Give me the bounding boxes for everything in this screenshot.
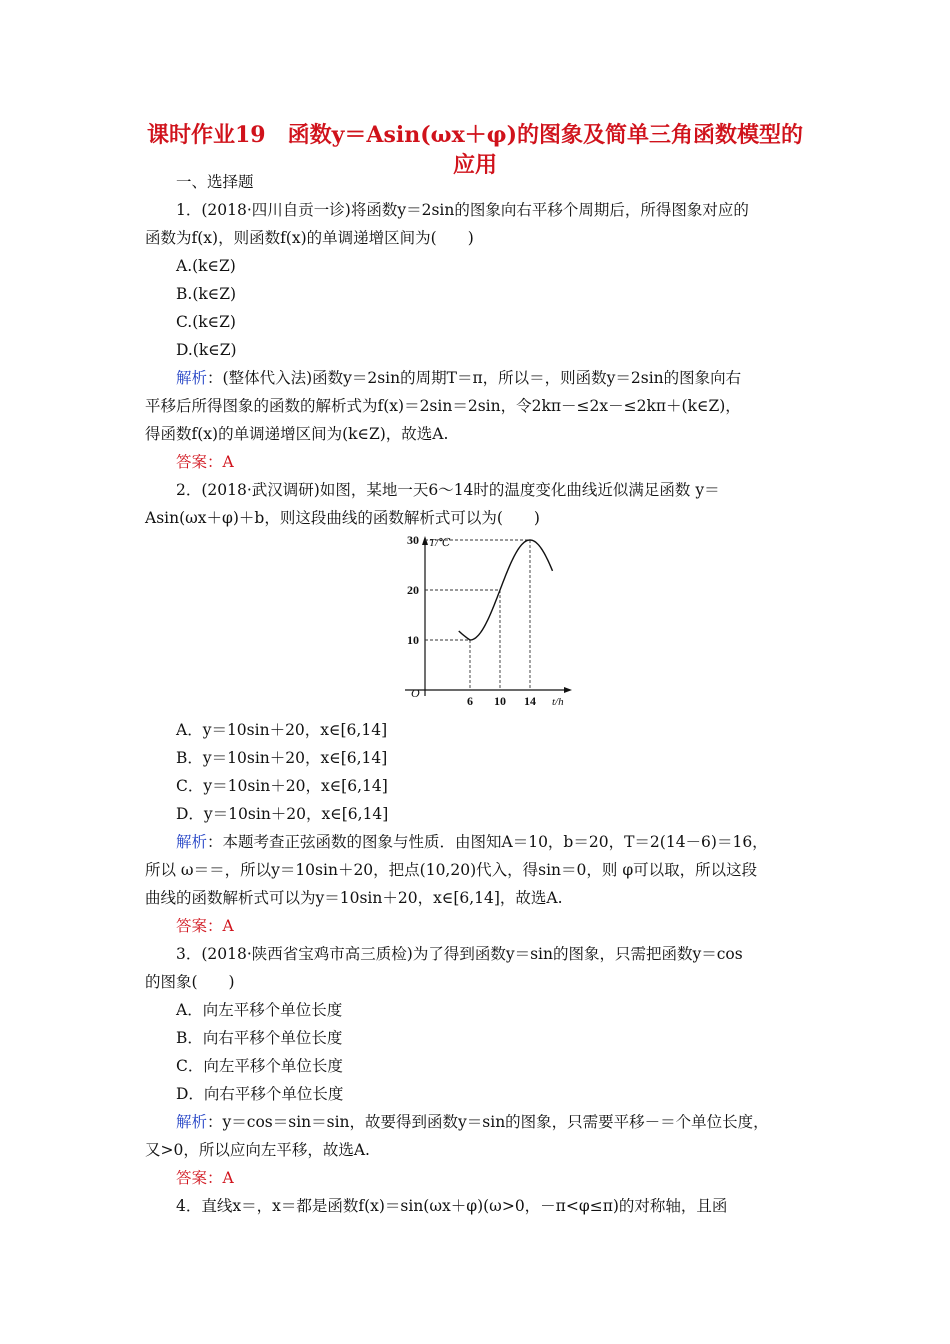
q1-option-b: B.(k∈Z) bbox=[176, 285, 237, 303]
title-line-1: 课时作业19 函数y＝Asin(ωx＋φ)的图象及简单三角函数模型的 bbox=[147, 122, 803, 148]
q1-option-c: C.(k∈Z) bbox=[176, 313, 236, 331]
q3-stem-line-2: 的图象( ) bbox=[145, 973, 235, 991]
q2-solution-line-1 bbox=[176, 832, 768, 852]
q1-stem-line-1: 1．(2018·四川自贡一诊)将函数y＝2sin的图象向右平移个周期后，所得图象对应的 bbox=[176, 201, 749, 219]
y-tick-label-20: 20 bbox=[407, 583, 419, 597]
x-tick-label-14: 14 bbox=[524, 694, 536, 708]
origin-label: O bbox=[411, 686, 420, 700]
y-tick-label-10: 10 bbox=[407, 633, 419, 647]
q1-stem-line-2: 函数为f(x)，则函数f(x)的单调递增区间为( ) bbox=[145, 229, 474, 247]
q2-solution-label: 解析 bbox=[176, 833, 208, 851]
q2-solution-line-2: 所以 ω＝＝，所以y＝10sin＋20，把点(10,20)代入，得sin＝0，则 φ可以取，所以这段 bbox=[145, 861, 758, 879]
q1-option-d: D.(k∈Z) bbox=[176, 341, 237, 359]
q3-solution-text-1: ：y＝cos＝sin＝sin，故要得到函数y＝sin的图象，只需要平移－＝个单位长度， bbox=[207, 1113, 769, 1131]
temperature-chart bbox=[395, 532, 595, 712]
q1-solution-label: 解析 bbox=[176, 369, 208, 387]
q2-solution-line-3: 曲线的函数解析式可以为y＝10sin＋20，x∈[6,14]，故选A. bbox=[145, 889, 563, 907]
q2-stem-line-2: Asin(ωx＋φ)＋b，则这段曲线的函数解析式可以为( ) bbox=[145, 509, 540, 527]
section-heading: 一、选择题 bbox=[176, 173, 254, 191]
x-tick-label-6: 6 bbox=[467, 694, 473, 708]
q3-answer: 答案：A bbox=[176, 1169, 234, 1187]
q3-stem-line-1: 3．(2018·陕西省宝鸡市高三质检)为了得到函数y＝sin的图象，只需把函数y＝cos bbox=[176, 945, 743, 963]
y-axis-arrow bbox=[422, 536, 428, 545]
q2-option-d: D．y＝10sin＋20，x∈[6,14] bbox=[176, 805, 389, 823]
q3-solution-line-1 bbox=[176, 1112, 769, 1132]
q1-solution-line-3: 得函数f(x)的单调递增区间为(k∈Z)，故选A. bbox=[145, 425, 449, 443]
q2-option-c: C．y＝10sin＋20，x∈[6,14] bbox=[176, 777, 388, 795]
document-title bbox=[120, 120, 830, 180]
y-tick-label-30: 30 bbox=[407, 533, 419, 547]
q1-solution-line-1 bbox=[176, 368, 741, 388]
title-line-2: 应用 bbox=[452, 152, 497, 178]
q1-solution-line-2: 平移后所得图象的函数的解析式为f(x)＝2sin＝2sin，令2kπ－≤2x－≤2kπ＋(k∈Z)， bbox=[145, 397, 741, 415]
q3-solution-label: 解析 bbox=[176, 1113, 208, 1131]
q1-solution-text-1: ：(整体代入法)函数y＝2sin的周期T＝π，所以＝，则函数y＝2sin的图象向右 bbox=[207, 369, 742, 387]
q4-stem-line-1: 4．直线x＝，x＝都是函数f(x)＝sin(ωx＋φ)(ω>0，－π<φ≤π)的对称轴，且函 bbox=[176, 1197, 728, 1215]
q3-option-a: A．向左平移个单位长度 bbox=[176, 1001, 343, 1019]
x-axis-arrow bbox=[564, 687, 572, 693]
q3-option-b: B．向右平移个单位长度 bbox=[176, 1029, 343, 1047]
y-axis-label: T/℃ bbox=[429, 537, 451, 549]
x-axis-label: t/h bbox=[552, 696, 564, 708]
q2-option-b: B．y＝10sin＋20，x∈[6,14] bbox=[176, 749, 388, 767]
q3-option-d: D．向右平移个单位长度 bbox=[176, 1085, 344, 1103]
q2-stem-line-1: 2．(2018·武汉调研)如图，某地一天6～14时的温度变化曲线近似满足函数 y＝ bbox=[176, 481, 720, 499]
x-tick-label-10: 10 bbox=[494, 694, 506, 708]
q2-option-a: A．y＝10sin＋20，x∈[6,14] bbox=[176, 721, 388, 739]
q3-option-c: C．向左平移个单位长度 bbox=[176, 1057, 343, 1075]
q3-solution-line-2: 又>0，所以应向左平移，故选A. bbox=[145, 1141, 370, 1159]
q1-answer: 答案：A bbox=[176, 453, 234, 471]
q2-solution-text-1: ：本题考查正弦函数的图象与性质．由图知A＝10，b＝20，T＝2(14－6)＝16， bbox=[207, 833, 768, 851]
q1-option-a: A.(k∈Z) bbox=[176, 257, 236, 275]
q2-answer: 答案：A bbox=[176, 917, 234, 935]
